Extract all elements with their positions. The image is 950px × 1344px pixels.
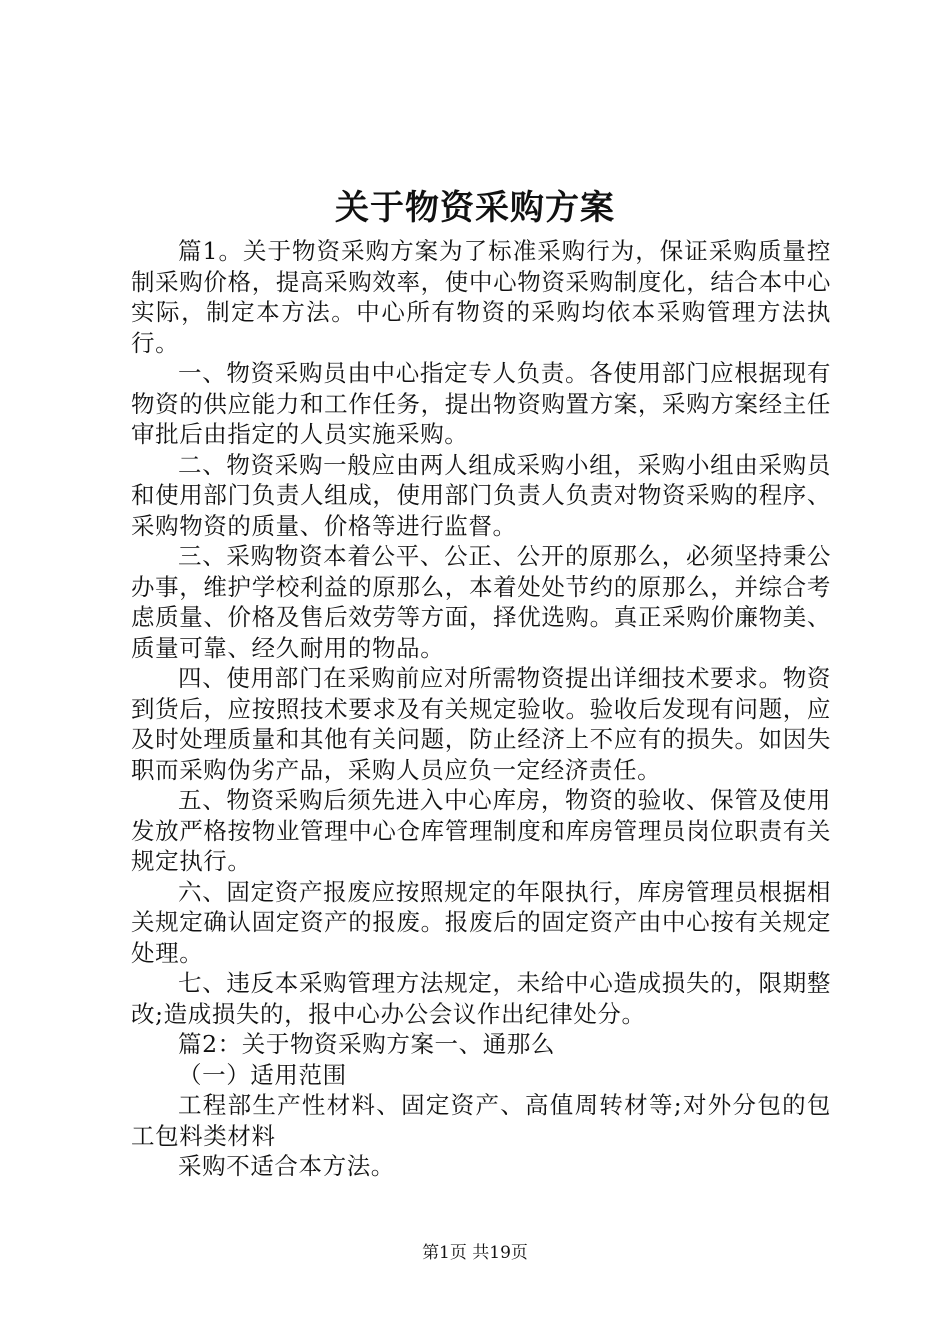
paragraph-scope-detail: 工程部生产性材料、固定资产、高值周转材等;对外分包的包工包料类材料: [131, 1091, 831, 1150]
document-body: [131, 236, 831, 1182]
page-number-footer: 第1页 共19页: [422, 1243, 528, 1263]
paragraph-item-6: 六、固定资产报废应按照规定的年限执行，库房管理员根据相关规定确认固定资产的报废。报废后的固定资产由中心按有关规定处理。: [131, 877, 831, 967]
subsection-heading-scope: （一）适用范围: [178, 1060, 347, 1089]
paragraph-item-1: 一、物资采购员由中心指定专人负责。各使用部门应根据现有物资的供应能力和工作任务，提出物资购置方案，采购方案经主任审批后由指定的人员实施采购。: [131, 359, 831, 448]
paragraph-item-2: 二、物资采购一般应由两人组成采购小组，采购小组由采购员和使用部门负责人组成，使用部门负责人负责对物资采购的程序、采购物资的质量、价格等进行监督。: [131, 450, 831, 540]
section-heading-part-2: 篇2：关于物资采购方案一、通那么: [178, 1030, 556, 1058]
paragraph-item-4: 四、使用部门在采购前应对所需物资提出详细技术要求。物资到货后，应按照技术要求及有关规定验收。验收后发现有问题，应及时处理质量和其他有关问题，防止经济上不应有的损失。如因失职而采购伪劣产品，采购人员应负一定经济责任。: [131, 664, 831, 784]
paragraph-item-3: 三、采购物资本着公平、公正、公开的原那么，必须坚持秉公办事，维护学校利益的原那么，本着处处节约的原那么，并综合考虑质量、价格及售后效劳等方面，择优选购。真正采购价廉物美、质量可靠、经久耐用的物品。: [131, 542, 831, 662]
paragraph-item-7: 七、违反本采购管理方法规定，未给中心造成损失的，限期整改;造成损失的，报中心办公会议作出纪律处分。: [131, 969, 831, 1028]
paragraph-scope-exclusion: 采购不适合本方法。: [178, 1152, 395, 1180]
document-title: 关于物资采购方案: [335, 188, 615, 228]
paragraph-intro: 篇1。关于物资采购方案为了标准采购行为，保证采购质量控制采购价格，提高采购效率，使中心物资采购制度化，结合本中心实际，制定本方法。中心所有物资的采购均依本采购管理方法执行。: [131, 237, 831, 357]
paragraph-item-5: 五、物资采购后须先进入中心库房，物资的验收、保管及使用发放严格按物业管理中心仓库管理制度和库房管理员岗位职责有关规定执行。: [131, 786, 831, 875]
